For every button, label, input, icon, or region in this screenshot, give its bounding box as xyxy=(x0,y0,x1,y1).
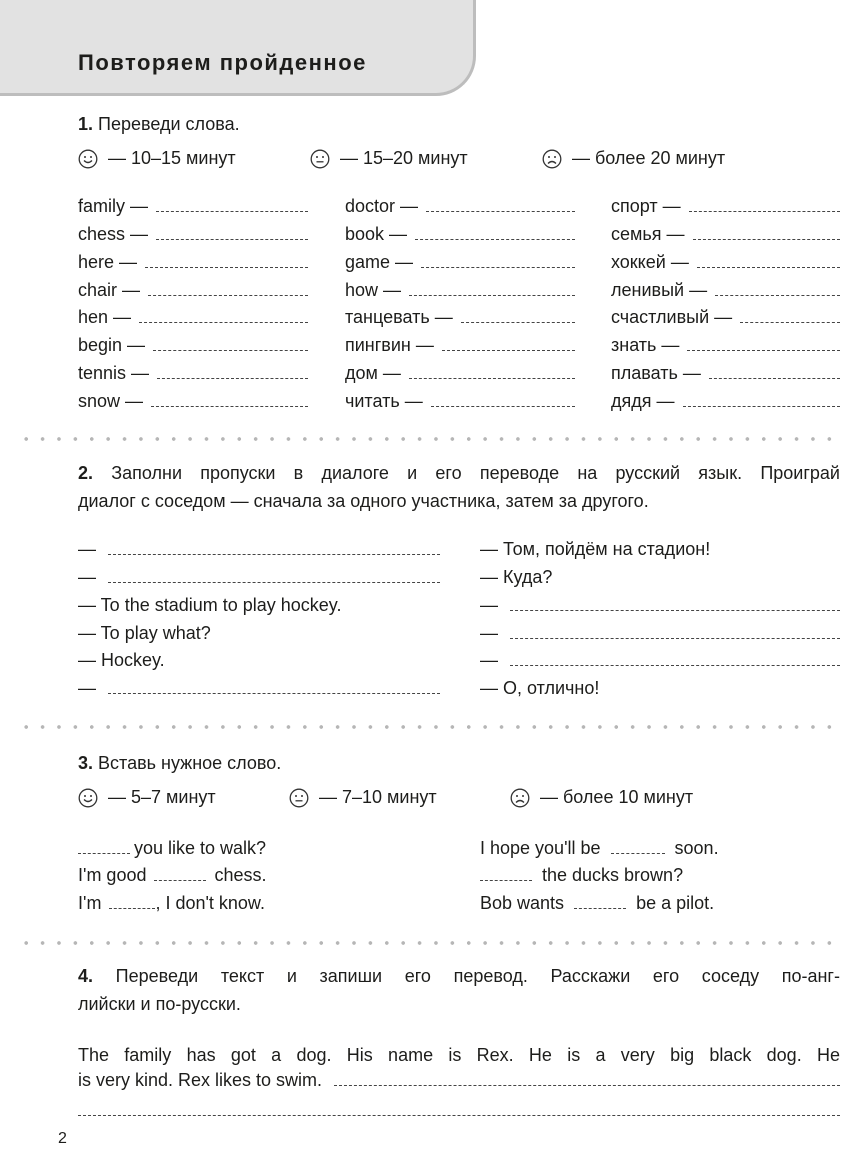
word-item xyxy=(611,391,840,413)
blank[interactable] xyxy=(109,907,155,909)
word-item xyxy=(345,391,575,413)
timer-text: — 5–7 минут xyxy=(108,787,216,807)
answer-line[interactable] xyxy=(153,349,308,351)
task-2-number: 2. xyxy=(78,463,94,483)
dialog-line: — О, отлично! xyxy=(480,678,600,698)
blank[interactable] xyxy=(78,852,130,854)
dialog-line: — To the stadium to play hockey. xyxy=(78,595,342,615)
timer-item xyxy=(78,787,216,808)
task-1-title: Переведи слова. xyxy=(98,114,240,134)
smile-face-icon xyxy=(78,149,98,169)
dialog-line xyxy=(78,567,440,588)
dialog-line: — Куда? xyxy=(480,567,553,587)
word-item xyxy=(78,307,308,329)
word-label: танцевать — xyxy=(345,307,453,327)
word-item xyxy=(611,224,840,246)
task-3-title: Вставь нужное слово. xyxy=(98,753,282,773)
neutral-face-icon xyxy=(310,149,330,169)
dialog-line xyxy=(480,650,840,671)
task-3-heading xyxy=(78,753,281,774)
sentence-end: soon. xyxy=(674,838,719,858)
sentence-end: be a pilot. xyxy=(636,893,715,913)
timer-text: — более 20 минут xyxy=(572,148,726,168)
answer-line[interactable] xyxy=(709,377,840,379)
sentence-start: Bob wants xyxy=(480,893,565,913)
timer-text: — более 10 минут xyxy=(540,787,694,807)
answer-line[interactable] xyxy=(108,581,440,583)
dialog-line: — Том, пойдём на стадион! xyxy=(480,539,711,559)
word-item xyxy=(345,335,575,357)
word-label: family — xyxy=(78,196,149,216)
fill-in-sentence xyxy=(480,893,714,914)
dialog-line xyxy=(480,623,840,644)
story-text: is very kind. Rex likes to swim. xyxy=(78,1070,323,1090)
answer-line[interactable] xyxy=(139,321,308,323)
fill-in-sentence xyxy=(78,893,265,914)
word-item xyxy=(345,280,575,302)
word-item xyxy=(611,363,840,385)
timer-item xyxy=(289,787,437,808)
task-1-number: 1. xyxy=(78,114,94,134)
timer-text: — 7–10 минут xyxy=(319,787,437,807)
word-label: here — xyxy=(78,252,138,272)
timer-text: — 15–20 минут xyxy=(340,148,468,168)
sentence-end: , I don't know. xyxy=(155,893,265,913)
answer-line[interactable] xyxy=(108,692,440,694)
answer-line[interactable] xyxy=(431,405,575,407)
answer-line[interactable] xyxy=(683,405,840,407)
answer-line[interactable] xyxy=(415,238,575,240)
dialog-line: — To play what? xyxy=(78,623,211,643)
answer-line[interactable] xyxy=(151,405,308,407)
word-label: game — xyxy=(345,252,414,272)
timer-item xyxy=(310,148,468,169)
dialog-text: — xyxy=(78,539,96,559)
sentence-end: the ducks brown? xyxy=(542,865,684,885)
dialog-line xyxy=(78,539,440,560)
dialog-text: — xyxy=(78,567,96,587)
word-item xyxy=(345,363,575,385)
dialog-line xyxy=(78,678,440,699)
task-4-instructions xyxy=(78,963,840,990)
answer-line[interactable] xyxy=(697,266,840,268)
answer-line[interactable] xyxy=(715,294,840,296)
sentence-start: I hope you'll be xyxy=(480,838,601,858)
answer-line[interactable] xyxy=(426,210,575,212)
answer-line[interactable] xyxy=(421,266,575,268)
fill-in-sentence xyxy=(78,838,266,859)
word-item xyxy=(611,252,840,274)
answer-line[interactable] xyxy=(442,349,575,351)
timer-item xyxy=(510,787,693,808)
timer-item xyxy=(78,148,236,169)
answer-line[interactable] xyxy=(510,664,840,666)
answer-line[interactable] xyxy=(461,321,575,323)
task-4-number: 4. xyxy=(78,966,94,986)
answer-line[interactable] xyxy=(148,294,308,296)
neutral-face-icon xyxy=(289,788,309,808)
word-item xyxy=(78,196,308,218)
word-item xyxy=(345,196,575,218)
blank[interactable] xyxy=(574,907,626,909)
answer-line[interactable] xyxy=(78,1114,840,1116)
word-label: хоккей — xyxy=(611,252,689,272)
answer-line[interactable] xyxy=(334,1084,840,1086)
word-label: дядя — xyxy=(611,391,675,411)
answer-line[interactable] xyxy=(687,349,840,351)
word-label: спорт — xyxy=(611,196,681,216)
dialog-line xyxy=(480,595,840,616)
word-item xyxy=(611,335,840,357)
fill-in-sentence xyxy=(480,865,683,886)
task-4-instructions-cont xyxy=(78,991,840,1018)
word-label: tennis — xyxy=(78,363,150,383)
word-item xyxy=(78,391,308,413)
answer-line[interactable] xyxy=(145,266,308,268)
story-line-1: The family has got a dog. His name is Rex. He is a very big black dog. He xyxy=(78,1045,840,1065)
word-label: семья — xyxy=(611,224,685,244)
sad-face-icon xyxy=(542,149,562,169)
word-label: hen — xyxy=(78,307,132,327)
dotted-divider xyxy=(18,437,842,441)
timer-item xyxy=(542,148,725,169)
word-item xyxy=(611,307,840,329)
dialog-text: — xyxy=(480,650,498,670)
task-2-instructions xyxy=(78,460,840,487)
task-2-instructions-cont xyxy=(78,488,840,515)
dialog-text: — xyxy=(78,678,96,698)
answer-line[interactable] xyxy=(409,294,575,296)
dialog-line: — Hockey. xyxy=(78,650,165,670)
word-label: doctor — xyxy=(345,196,419,216)
sentence-start: I'm good xyxy=(78,865,147,885)
page-title: Повторяем пройденное xyxy=(78,50,367,75)
sentence-start: I'm xyxy=(78,893,102,913)
answer-line[interactable] xyxy=(156,238,308,240)
blank[interactable] xyxy=(611,852,665,854)
page-number: 2 xyxy=(58,1130,67,1147)
word-item xyxy=(78,363,308,385)
answer-line[interactable] xyxy=(510,609,840,611)
task-3-number: 3. xyxy=(78,753,94,773)
answer-line[interactable] xyxy=(157,377,308,379)
answer-line[interactable] xyxy=(156,210,308,212)
task-2-text-line-1: Заполни пропуски в диалоге и его переводе на русский язык. Проиграй xyxy=(111,463,840,483)
answer-line[interactable] xyxy=(693,238,840,240)
answer-line[interactable] xyxy=(409,377,575,379)
sad-face-icon xyxy=(510,788,530,808)
word-label: begin — xyxy=(78,335,146,355)
word-item xyxy=(78,335,308,357)
word-label: chair — xyxy=(78,280,141,300)
word-label: snow — xyxy=(78,391,144,411)
sentence-end: chess. xyxy=(214,865,267,885)
answer-line[interactable] xyxy=(740,321,840,323)
dialog-text: — xyxy=(480,623,498,643)
story-line-2 xyxy=(78,1070,840,1091)
word-item xyxy=(78,280,308,302)
word-item xyxy=(345,224,575,246)
smile-face-icon xyxy=(78,788,98,808)
word-label: плавать — xyxy=(611,363,701,383)
fill-in-sentence xyxy=(480,838,719,859)
word-label: знать — xyxy=(611,335,680,355)
answer-line[interactable] xyxy=(108,553,440,555)
fill-in-sentence xyxy=(78,865,267,886)
answer-line[interactable] xyxy=(510,637,840,639)
dialog-text: — xyxy=(480,595,498,615)
blank[interactable] xyxy=(480,879,532,881)
word-item xyxy=(78,252,308,274)
word-label: how — xyxy=(345,280,402,300)
task-1-heading xyxy=(78,114,240,135)
word-item xyxy=(345,252,575,274)
word-label: дом — xyxy=(345,363,401,383)
answer-line[interactable] xyxy=(689,210,840,212)
header-tab xyxy=(0,0,476,96)
timer-text: — 10–15 минут xyxy=(108,148,236,168)
word-item xyxy=(611,196,840,218)
task-4-text-line-1: Переведи текст и запиши его перевод. Расскажи его соседу по-анг- xyxy=(115,966,840,986)
word-item xyxy=(345,307,575,329)
word-item xyxy=(78,224,308,246)
word-label: пингвин — xyxy=(345,335,434,355)
word-label: читать — xyxy=(345,391,423,411)
task-4-text-line-2: лийски и по-русски. xyxy=(78,994,241,1014)
dotted-divider xyxy=(18,941,842,945)
dotted-divider xyxy=(18,725,842,729)
word-label: chess — xyxy=(78,224,149,244)
word-label: ленивый — xyxy=(611,280,708,300)
sentence-end: you like to walk? xyxy=(134,838,267,858)
word-item xyxy=(611,280,840,302)
word-label: book — xyxy=(345,224,408,244)
word-label: счастливый — xyxy=(611,307,733,327)
blank[interactable] xyxy=(154,879,206,881)
task-2-text-line-2: диалог с соседом — сначала за одного участника, затем за другого. xyxy=(78,491,649,511)
